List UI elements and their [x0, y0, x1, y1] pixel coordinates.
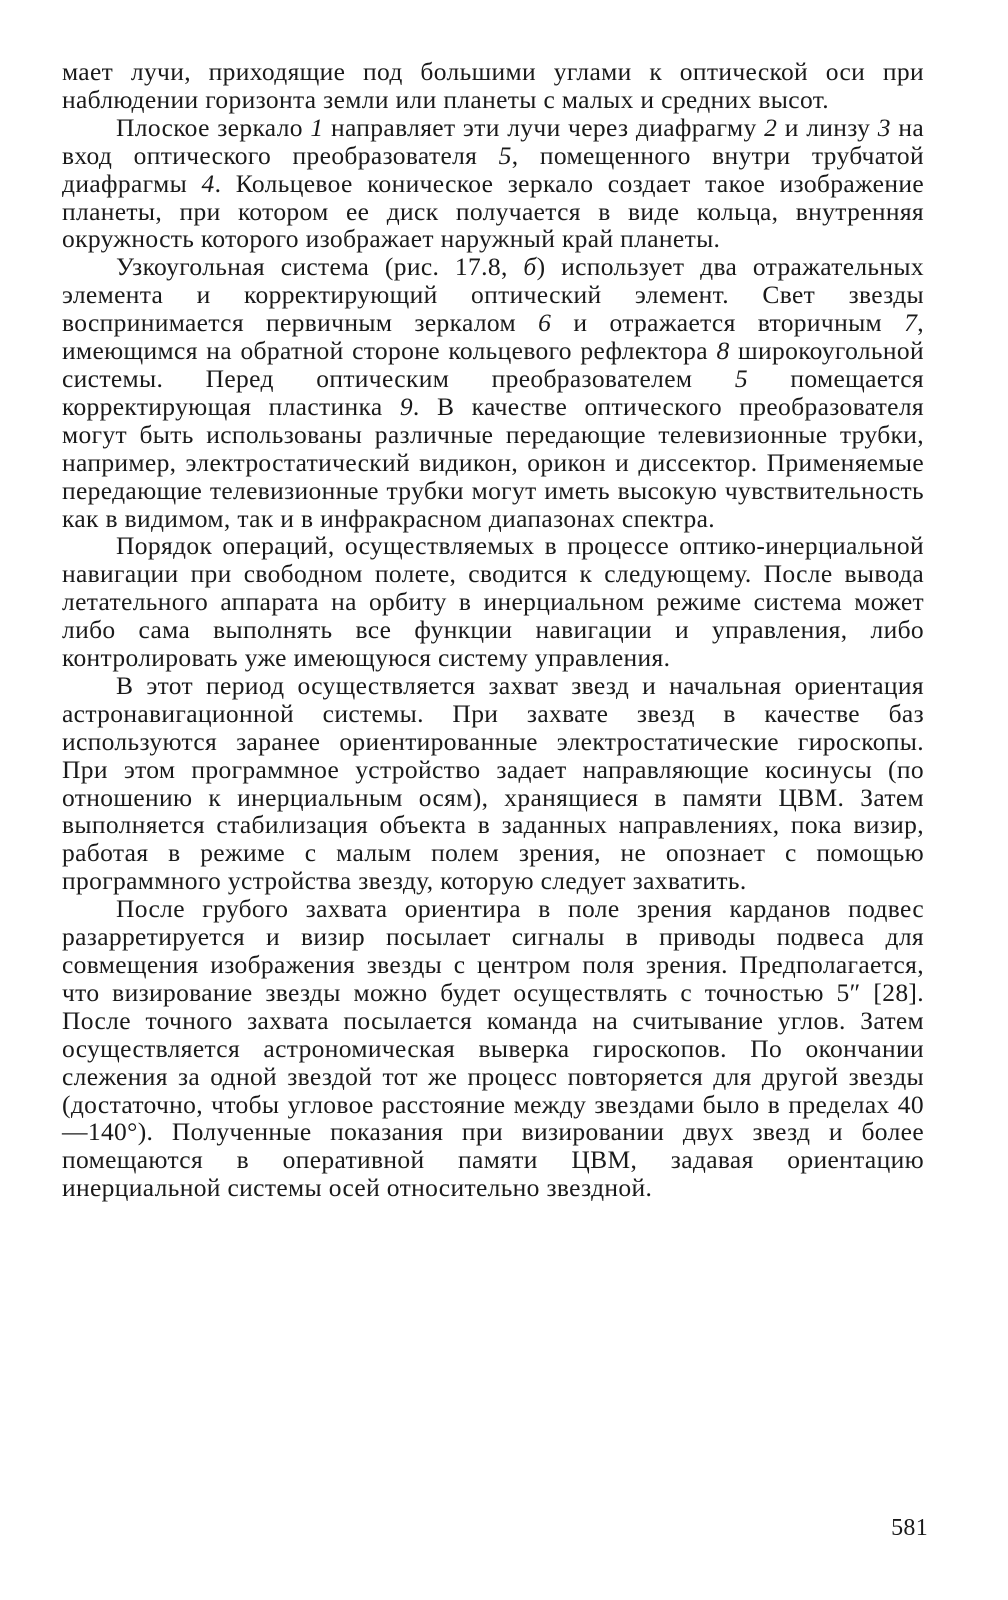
- text-run: Узкоугольная система (рис. 17.8,: [116, 252, 524, 282]
- figure-ref-italic: 2: [764, 112, 778, 142]
- text-run: на вход оптического преобразователя: [62, 112, 925, 170]
- figure-ref-italic: 9: [399, 391, 413, 421]
- text-run: направляет эти лучи через диафрагму: [323, 112, 765, 142]
- text-run: и линзу: [777, 112, 878, 142]
- figure-ref-italic: 7: [904, 308, 918, 338]
- text-run: и отражается вторичным: [551, 308, 905, 338]
- text-run: , имеющимся на обратной стороне кольцевого рефлектора: [62, 308, 924, 366]
- figure-ref-italic: 4: [201, 168, 215, 198]
- paragraph-2: [62, 114, 924, 254]
- figure-ref-italic: 3: [877, 112, 891, 142]
- text-run: Порядок операций, осуществляемых в процессе оптико-инерциальной навигации при свободном полете, сводится к следующему. После вывода летательного аппарата на орбиту в инерциальном режиме система может либо сама выполнять все функции навигации и управления, либо контролировать уже имеющуюся систему управления.: [62, 531, 924, 673]
- text-run: мает лучи, приходящие под большими углами к оптической оси при наблюдении горизонта земли или планеты с малых и средних высот.: [62, 57, 924, 114]
- figure-ref-italic: б: [523, 252, 537, 282]
- text-run: широкоугольной системы. Перед оптическим преобразователем: [62, 336, 924, 393]
- text-run: . Кольцевое коническое зеркало создает такое изображение планеты, при котором ее диск получается в виде кольца, внутренняя окружность которого изображает наружный край планеты.: [62, 168, 924, 254]
- figure-ref-italic: 5: [498, 140, 512, 170]
- paragraph-4: [62, 532, 924, 672]
- paragraph-3: [62, 253, 924, 532]
- text-run: После грубого захвата ориентира в поле зрения карданов подвес разарретируется и визир посылает сигналы в приводы подвеса для совмещения изображения звезды с центром поля зрения. Предполагается, что визирование звезды можно будет осуществлять с точностью 5″ [28]. После точного захвата посылается команда на считывание углов. Затем осуществляется астрономическая выверка гироскопов. По окончании слежения за одной звездой тот же процесс повторяется для другой звезды (достаточно, чтобы угловое расстояние между звездами было в пределах 40—140°). Полученные показания при визировании двух звезд и более помещаются в оперативной памяти ЦВМ, задавая ориентацию инерциальной системы осей относительно звездной.: [62, 894, 924, 1203]
- text-run: В этот период осуществляется захват звезд и начальная ориентация астронавигационной системы. При захвате звезд в качестве баз используются заранее ориентированные электростатические гироскопы. При этом программное устройство задает направляющие косинусы (по отношению к инерциальным осям), хранящиеся в памяти ЦВМ. Затем выполняется стабилизация объекта в заданных направлениях, пока визир, работая в режиме с малым полем зрения, не опознает с помощью программного устройства звезду, которую следует захватить.: [62, 670, 924, 896]
- page-number: 581: [891, 1515, 928, 1541]
- text-run: Плоское зеркало: [116, 112, 311, 142]
- figure-ref-italic: 5: [734, 363, 748, 393]
- paragraph-6: [62, 895, 924, 1202]
- body-text: [62, 58, 924, 1202]
- text-run: . В качестве оптического преобразователя могут быть использованы различные передающие телевизионные трубки, например, электростатический видикон, орикон и диссектор. Применяемые передающие телевизионные трубки могут иметь высокую чувствительность как в видимом, так и в инфракрасном диапазонах спектра.: [62, 391, 924, 533]
- text-run: помещается корректирующая пластинка: [62, 363, 924, 421]
- paragraph-1: [62, 58, 924, 114]
- paragraph-5: [62, 672, 924, 895]
- text-run: ) использует два отражательных элемента и корректирующий оптический элемент. Свет звезды воспринимается первичным зеркалом: [62, 252, 924, 338]
- figure-ref-italic: 8: [716, 336, 730, 366]
- figure-ref-italic: 1: [310, 112, 324, 142]
- figure-ref-italic: 6: [538, 308, 552, 338]
- text-run: , помещенного внутри трубчатой диафрагмы: [62, 140, 924, 198]
